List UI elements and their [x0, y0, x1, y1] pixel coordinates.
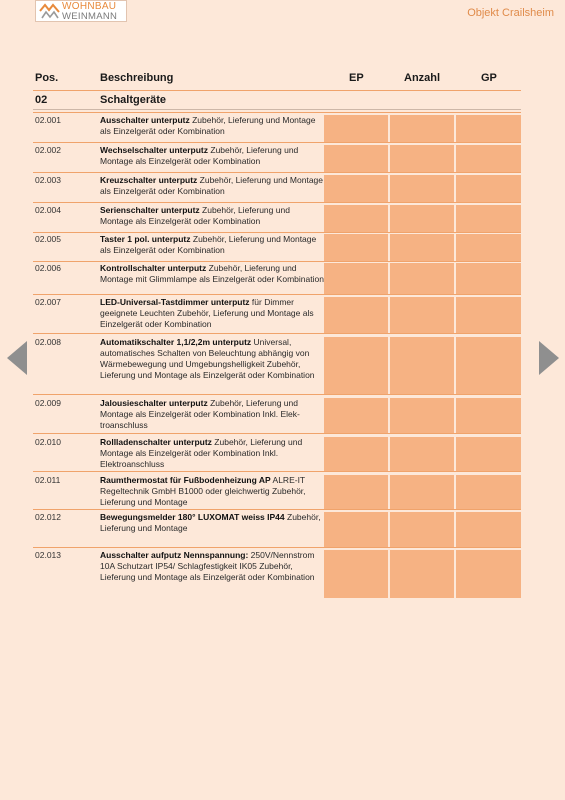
gp-cell[interactable]: [456, 475, 521, 509]
column-header-description: Beschreibung: [100, 72, 174, 84]
row-title: Raumthermostat für Fußbodenheizung AP: [100, 475, 271, 485]
gp-cell[interactable]: [456, 398, 521, 433]
column-header-pos: Pos.: [35, 72, 59, 84]
gp-cell[interactable]: [456, 337, 521, 394]
ep-cell[interactable]: [324, 234, 388, 261]
row-position: 02.007: [35, 297, 61, 307]
row-title: LED-Universal-Tastdimmer unterputz: [100, 297, 250, 307]
row-position: 02.006: [35, 263, 61, 273]
gp-cell[interactable]: [456, 115, 521, 142]
table-row: [33, 234, 521, 261]
anzahl-cell[interactable]: [390, 398, 454, 433]
ep-cell[interactable]: [324, 337, 388, 394]
gp-cell[interactable]: [456, 550, 521, 598]
row-text: Universal, automatisches Schalten von Beleuchtung abhängig von Wärmebewegung und Umgebungshelligkeit Zubehör, Lieferung und Montage als Einzelgerät oder Kombination: [100, 337, 315, 380]
row-title: Serienschalter unterputz: [100, 205, 200, 215]
row-description: [100, 337, 325, 381]
anzahl-cell[interactable]: [390, 437, 454, 471]
ep-cell[interactable]: [324, 475, 388, 509]
row-position: 02.009: [35, 398, 61, 408]
table-row: [33, 297, 521, 333]
row-title: Jalousieschalter unterputz: [100, 398, 208, 408]
row-description: [100, 550, 325, 583]
row-description: [100, 234, 325, 256]
next-page-arrow-icon[interactable]: [539, 341, 559, 375]
logo-line-2: WEINMANN: [62, 11, 118, 22]
table-row: [33, 475, 521, 509]
ep-cell[interactable]: [324, 297, 388, 333]
row-text: ALRE-IT Regeltechnik GmbH B1000 oder gleichwertig Zubehör, Lieferung und Montage: [100, 475, 306, 507]
row-title: Rollladenschalter unterputz: [100, 437, 212, 447]
row-divider: [33, 202, 521, 203]
row-divider: [33, 547, 521, 548]
column-header-anzahl: Anzahl: [404, 72, 441, 84]
gp-cell[interactable]: [456, 234, 521, 261]
row-text: Zubehör, Lieferung und Montage als Einzelgerät oder Kombination Inkl. Elektroanschluss: [100, 437, 303, 469]
table-row: [33, 145, 521, 172]
row-title: Kreuzschalter unterputz: [100, 175, 198, 185]
row-text: Zubehör, Lieferung und Montage als Einzelgerät oder Kombination: [100, 234, 317, 255]
row-position: 02.012: [35, 512, 61, 522]
anzahl-cell[interactable]: [390, 145, 454, 172]
row-position: 02.011: [35, 475, 61, 485]
gp-cell[interactable]: [456, 205, 521, 232]
row-title: Ausschalter aufputz Nennspannung:: [100, 550, 249, 560]
row-text: Zubehör, Lieferung und Montage: [100, 512, 321, 533]
row-position: 02.005: [35, 234, 61, 244]
section-title: Schaltgeräte: [100, 94, 167, 106]
row-divider: [33, 172, 521, 173]
anzahl-cell[interactable]: [390, 115, 454, 142]
row-text: Zubehör, Lieferung und Montage als Einzelgerät oder Kombination: [100, 145, 299, 166]
row-text: für Dimmer geeignete Leuchten Zubehör, Lieferung und Montage als Einzelgerät oder Kombination: [100, 297, 314, 329]
row-description: [100, 263, 325, 285]
ep-cell[interactable]: [324, 115, 388, 142]
gp-cell[interactable]: [456, 512, 521, 547]
anzahl-cell[interactable]: [390, 234, 454, 261]
row-description: [100, 437, 325, 470]
table-row: [33, 437, 521, 471]
ep-cell[interactable]: [324, 398, 388, 433]
row-description: [100, 175, 325, 197]
section-number: 02: [35, 94, 48, 106]
row-position: 02.013: [35, 550, 61, 560]
anzahl-cell[interactable]: [390, 263, 454, 294]
ep-cell[interactable]: [324, 512, 388, 547]
table-row: [33, 263, 521, 294]
row-description: [100, 398, 325, 431]
gp-cell[interactable]: [456, 263, 521, 294]
anzahl-cell[interactable]: [390, 337, 454, 394]
anzahl-cell[interactable]: [390, 512, 454, 547]
table-row: [33, 205, 521, 232]
table-row: [33, 115, 521, 142]
logo-line-1: WOHNBAU: [62, 1, 117, 12]
row-position: 02.004: [35, 205, 61, 215]
ep-cell[interactable]: [324, 205, 388, 232]
row-description: [100, 297, 325, 330]
company-logo: [35, 0, 127, 22]
row-title: Automatikschalter 1,1/2,2m unterputz: [100, 337, 252, 347]
header-divider: [33, 90, 521, 91]
row-title: Taster 1 pol. unterputz: [100, 234, 191, 244]
row-description: [100, 145, 325, 167]
row-position: 02.002: [35, 145, 61, 155]
anzahl-cell[interactable]: [390, 475, 454, 509]
ep-cell[interactable]: [324, 263, 388, 294]
house-logo-icon: [39, 3, 61, 20]
anzahl-cell[interactable]: [390, 297, 454, 333]
table-row: [33, 337, 521, 394]
row-position: 02.003: [35, 175, 61, 185]
gp-cell[interactable]: [456, 437, 521, 471]
row-divider: [33, 394, 521, 395]
row-title: Ausschalter unterputz: [100, 115, 190, 125]
gp-cell[interactable]: [456, 297, 521, 333]
row-position: 02.008: [35, 337, 61, 347]
row-description: [100, 512, 325, 534]
table-row: [33, 512, 521, 547]
column-header-ep: EP: [349, 72, 364, 84]
ep-cell[interactable]: [324, 175, 388, 202]
row-divider: [33, 433, 521, 434]
ep-cell[interactable]: [324, 145, 388, 172]
project-name: Objekt Crailsheim: [467, 7, 554, 19]
anzahl-cell[interactable]: [390, 205, 454, 232]
row-divider: [33, 294, 521, 295]
row-divider: [33, 333, 521, 334]
row-text: Zubehör, Lieferung und Montage als Einzelgerät oder Kombination Inkl. Elektroanschluss: [100, 398, 300, 430]
row-text: 250V/Nennstrom 10A Schutzart IP54/ Schlagfestigkeit IK05 Zubehör, Lieferung und Montage als Einzelgerät oder Kombination: [100, 550, 315, 582]
row-divider: [33, 142, 521, 143]
row-position: 02.001: [35, 115, 61, 125]
row-text: Zubehör, Lieferung und Montage als Einzelgerät oder Kombination: [100, 115, 316, 136]
row-divider: [33, 471, 521, 472]
anzahl-cell[interactable]: [390, 550, 454, 598]
table-row: [33, 398, 521, 433]
anzahl-cell[interactable]: [390, 175, 454, 202]
row-description: [100, 475, 325, 508]
section-divider-accent: [33, 112, 521, 113]
row-title: Kontrollschalter unterputz: [100, 263, 207, 273]
row-position: 02.010: [35, 437, 61, 447]
row-title: Wechselschalter unterputz: [100, 145, 209, 155]
row-description: [100, 115, 325, 137]
row-text: Zubehör, Lieferung und Montage mit Glimmlampe als Einzelgerät oder Kombination: [100, 263, 324, 284]
row-title: Bewegungsmelder 180° LUXOMAT weiss IP44: [100, 512, 285, 522]
ep-cell[interactable]: [324, 550, 388, 598]
row-text: Zubehör, Lieferung und Montage als Einzelgerät oder Kombination: [100, 205, 290, 226]
previous-page-arrow-icon[interactable]: [7, 341, 27, 375]
section-divider: [33, 109, 521, 110]
row-divider: [33, 261, 521, 262]
column-header-gp: GP: [481, 72, 497, 84]
ep-cell[interactable]: [324, 437, 388, 471]
table-row: [33, 550, 521, 598]
table-row: [33, 175, 521, 202]
gp-cell[interactable]: [456, 175, 521, 202]
row-divider: [33, 232, 521, 233]
row-text: Zubehör, Lieferung und Montage als Einzelgerät oder Kombination: [100, 175, 323, 196]
gp-cell[interactable]: [456, 145, 521, 172]
row-divider: [33, 509, 521, 510]
row-description: [100, 205, 325, 227]
